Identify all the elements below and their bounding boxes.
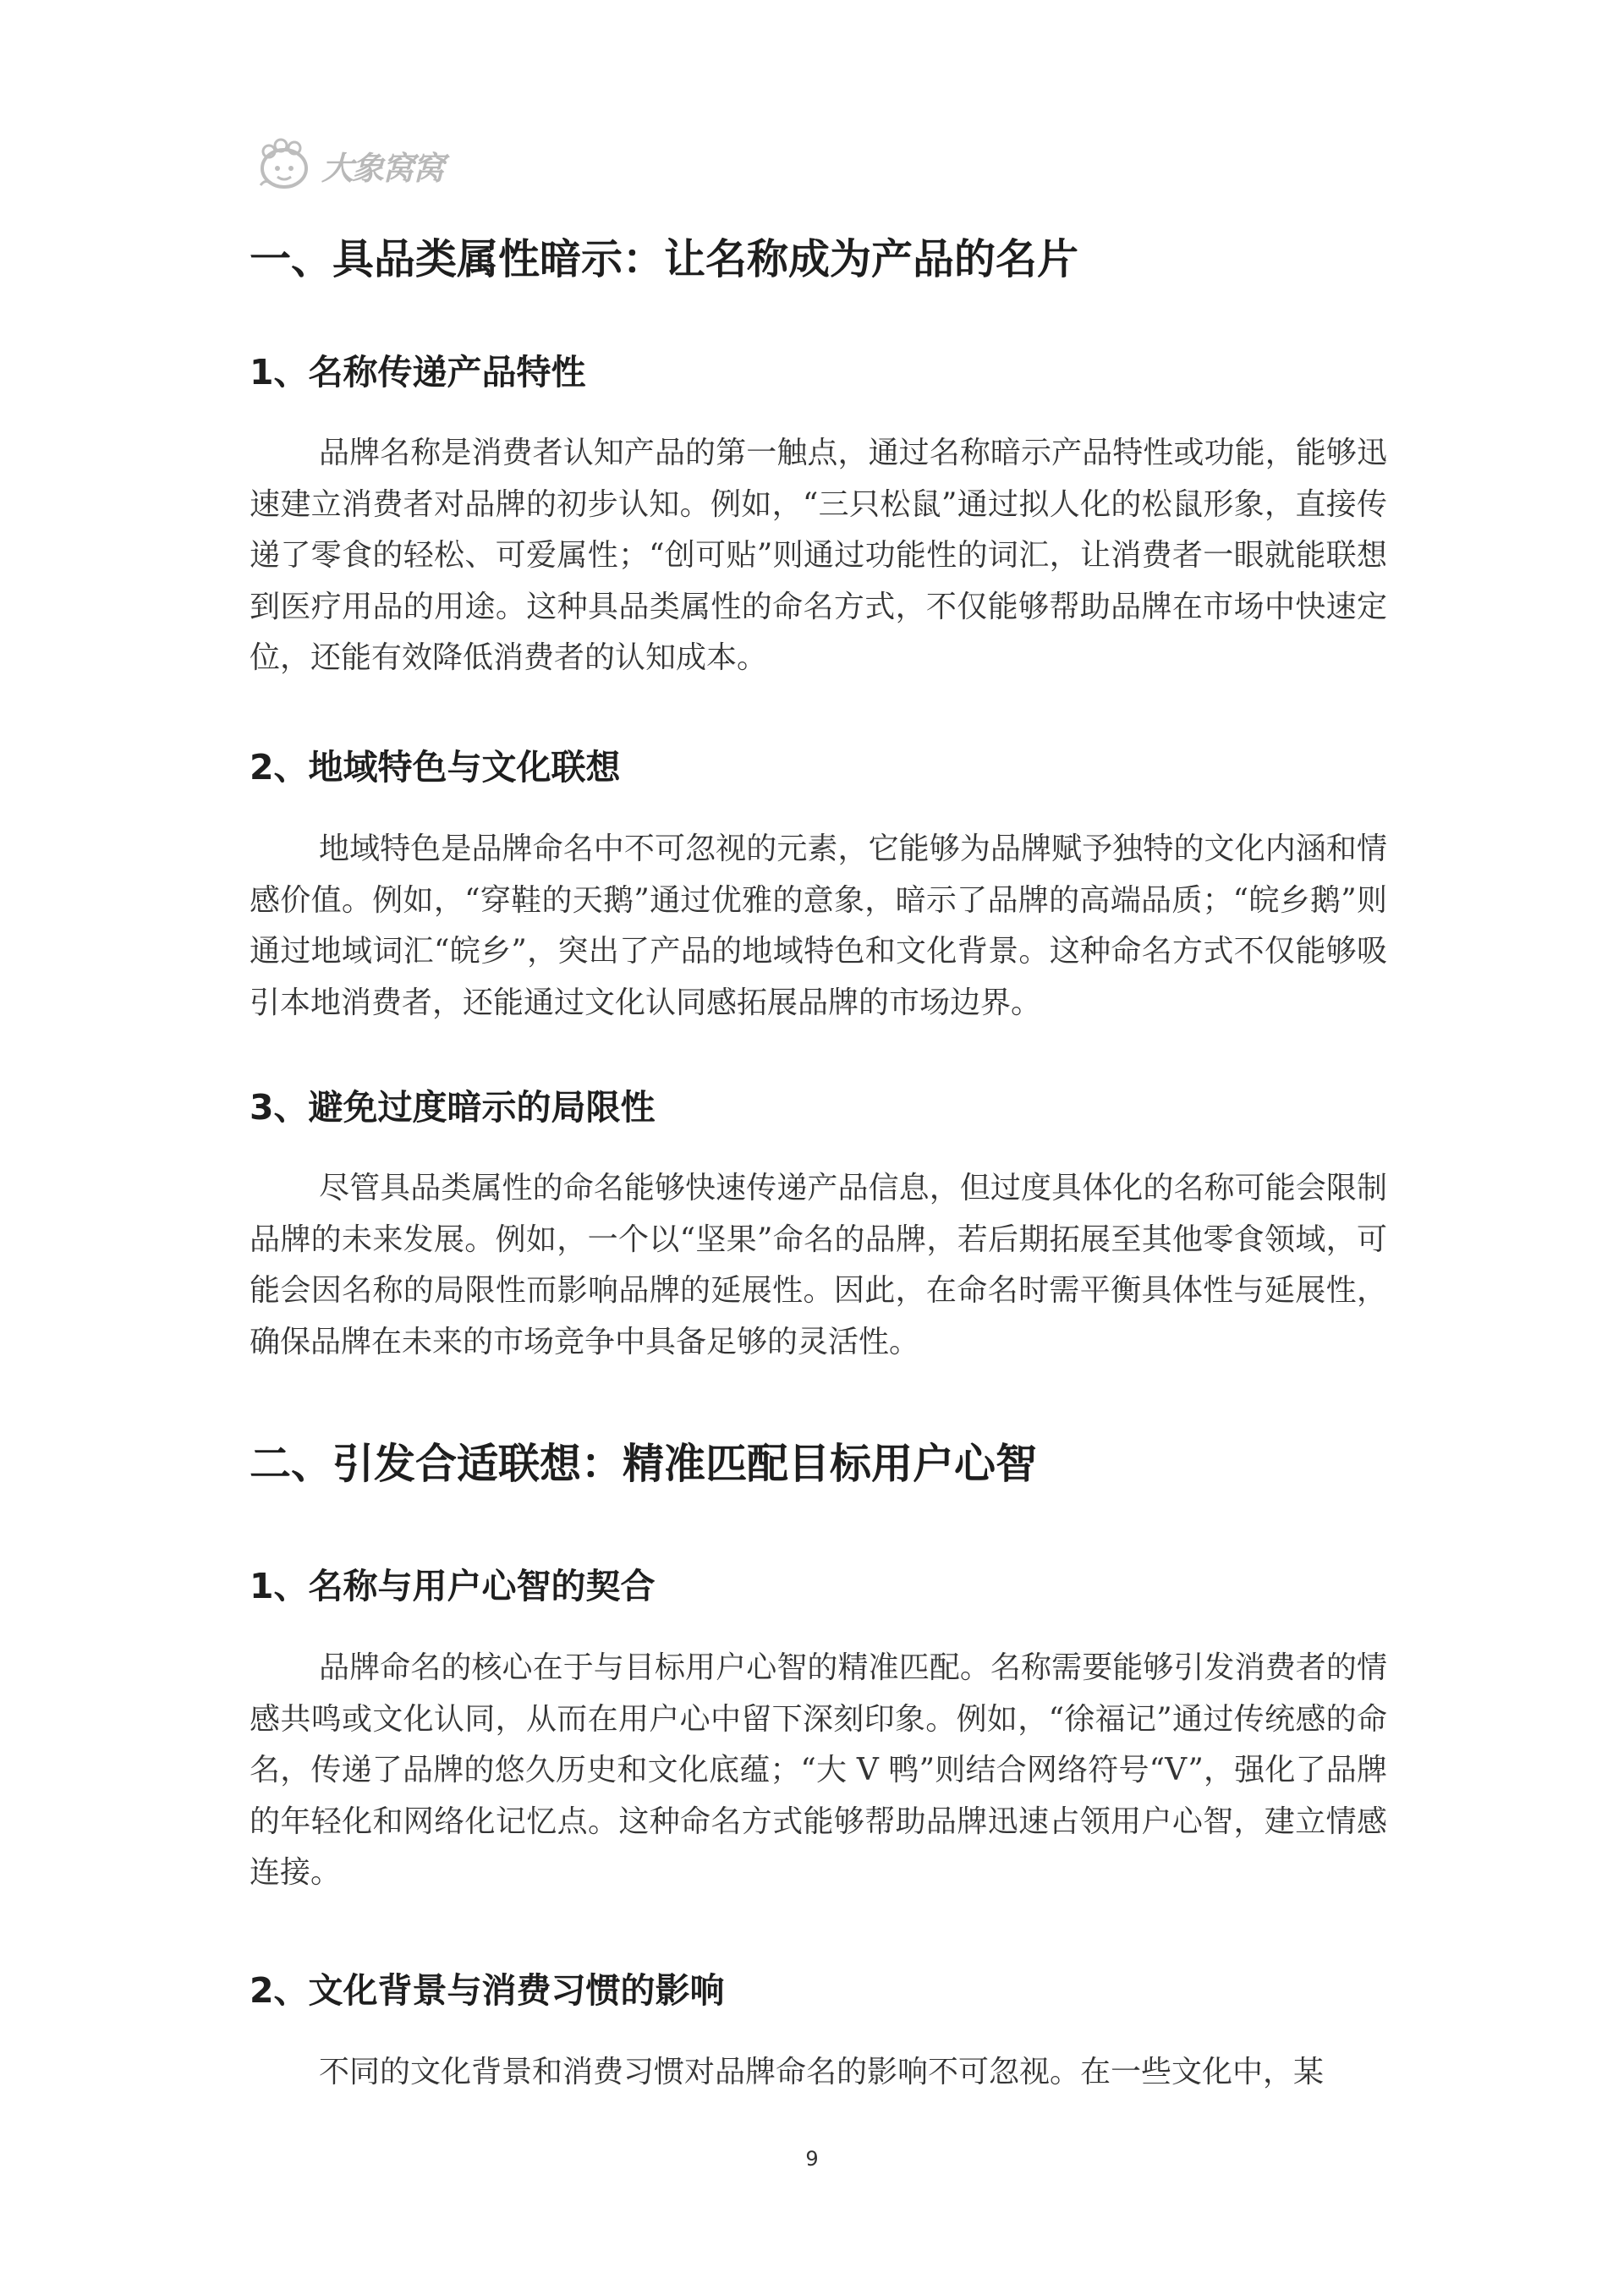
subsection-heading: 1、名称与用户心智的契合 [250, 1566, 656, 1606]
section-heading: 二、引发合适联想：精准匹配目标用户心智 [250, 1440, 1038, 1488]
subsection-heading: 3、避免过度暗示的局限性 [250, 1087, 656, 1128]
subsection-heading: 2、地域特色与文化联想 [250, 747, 621, 788]
paragraph: 地域特色是品牌命名中不可忽视的元素，它能够为品牌赋予独特的文化内涵和情感价值。例如，“穿鞋的天鹅”通过优雅的意象，暗示了品牌的高端品质；“皖乡鹅”则通过地域词汇“皖乡”，突出了产品的地域特色和文化背景。这种命名方式不仅能够吸引本地消费者，还能通过文化认同感拓展品牌的市场边界。 [250, 832, 1387, 1020]
header-logo [254, 131, 465, 199]
section-heading: 一、具品类属性暗示：让名称成为产品的名片 [250, 235, 1079, 283]
subsection-heading: 1、名称传递产品特性 [250, 352, 586, 393]
page-number: 9 [805, 2147, 819, 2171]
paragraph: 品牌命名的核心在于与目标用户心智的精准匹配。名称需要能够引发消费者的情感共鸣或文化认同，从而在用户心中留下深刻印象。例如，“徐福记”通过传统感的命名，传递了品牌的悠久历史和文化底蕴；“大 V 鸭”则结合网络符号“V”，强化了品牌的年轻化和网络化记忆点。这种命名方式能够帮助品牌迅速占领用户心智，建立情感连接。 [250, 1650, 1387, 1890]
paragraph: 尽管具品类属性的命名能够快速传递产品信息，但过度具体化的名称可能会限制品牌的未来发展。例如，一个以“坚果”命名的品牌，若后期拓展至其他零食领域，可能会因名称的局限性而影响品牌的延展性。因此，在命名时需平衡具体性与延展性，确保品牌在未来的市场竞争中具备足够的灵活性。 [250, 1171, 1387, 1359]
logo-text: 大象窝窝 [321, 149, 444, 187]
subsection-heading: 2、文化背景与消费习惯的影响 [250, 1970, 725, 2011]
paragraph: 不同的文化背景和消费习惯对品牌命名的影响不可忽视。在一些文化中，某 [319, 2055, 1325, 2089]
lamb-mascot-icon [254, 138, 315, 192]
paragraph: 品牌名称是消费者认知产品的第一触点，通过名称暗示产品特性或功能，能够迅速建立消费者对品牌的初步认知。例如，“三只松鼠”通过拟人化的松鼠形象，直接传递了零食的轻松、可爱属性；“创可贴”则通过功能性的词汇，让消费者一眼就能联想到医疗用品的用途。这种具品类属性的命名方式，不仅能够帮助品牌在市场中快速定位，还能有效降低消费者的认知成本。 [250, 436, 1387, 675]
